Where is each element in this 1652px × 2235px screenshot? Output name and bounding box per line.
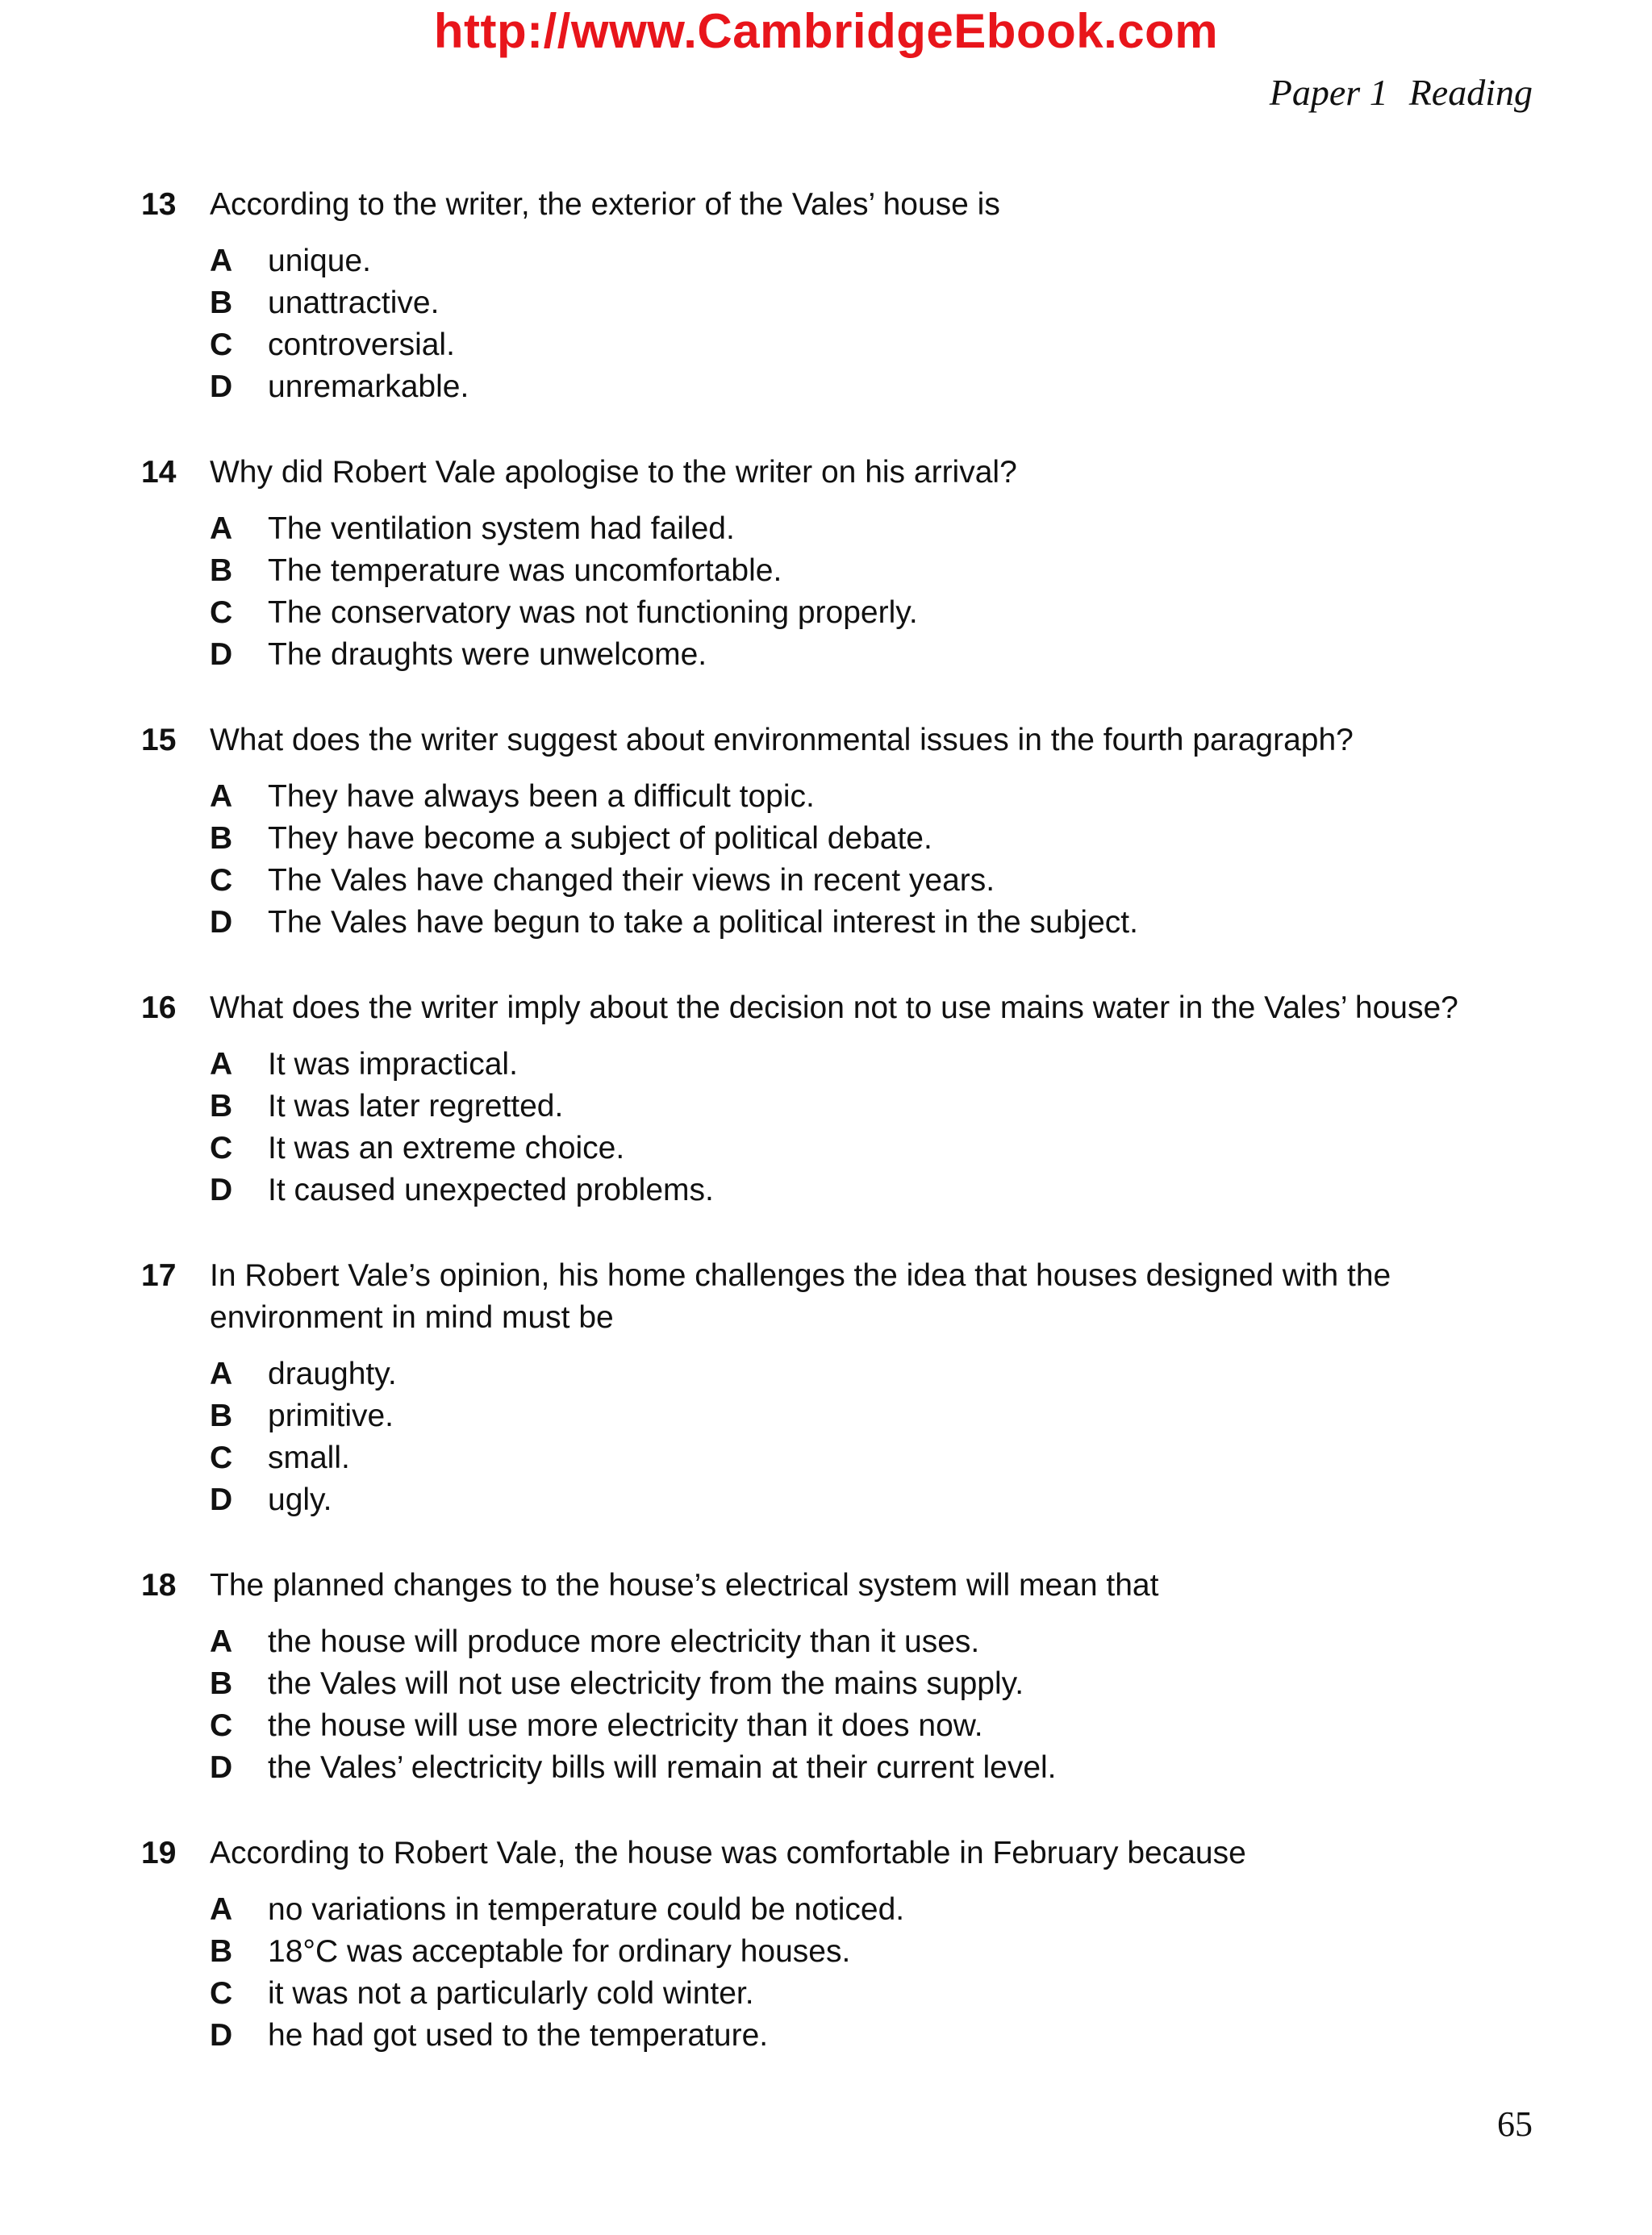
- question-15: [141, 719, 1512, 944]
- option-letter: D: [210, 905, 233, 940]
- answer-option-d: [210, 902, 1512, 944]
- option-letter: B: [210, 1666, 233, 1701]
- answer-option-c: [210, 1128, 1512, 1170]
- option-letter: A: [210, 1047, 233, 1082]
- question-number: 19: [141, 1836, 177, 1870]
- option-letter: A: [210, 1892, 233, 1927]
- answer-option-b: [210, 282, 1512, 324]
- answer-options: [210, 1353, 1512, 1521]
- option-text: 18°C was acceptable for ordinary houses.: [268, 1934, 851, 1969]
- page-number: 65: [1497, 2104, 1533, 2144]
- option-letter: B: [210, 1399, 233, 1433]
- option-letter: A: [210, 244, 233, 278]
- option-text: the house will produce more electricity than it uses.: [268, 1624, 980, 1659]
- question-text: What does the writer imply about the decision not to use mains water in the Vales’ house?: [210, 990, 1458, 1025]
- question-number: 16: [141, 990, 177, 1025]
- option-letter: D: [210, 1482, 233, 1517]
- option-text: It was an extreme choice.: [268, 1131, 625, 1165]
- question-stem: [141, 452, 1512, 494]
- option-text: They have become a subject of political debate.: [268, 821, 932, 856]
- website-url-banner: http://www.CambridgeEbook.com: [433, 4, 1219, 58]
- answer-option-b: [210, 1395, 1512, 1437]
- option-letter: D: [210, 369, 233, 404]
- option-text: unremarkable.: [268, 369, 469, 404]
- option-letter: B: [210, 1934, 233, 1969]
- answer-option-d: [210, 366, 1512, 408]
- option-letter: C: [210, 1131, 233, 1165]
- answer-option-d: [210, 634, 1512, 676]
- question-number: 14: [141, 455, 177, 490]
- answer-option-d: [210, 1747, 1512, 1789]
- option-letter: C: [210, 1976, 233, 2011]
- question-stem: [141, 1255, 1512, 1339]
- option-letter: C: [210, 327, 233, 362]
- option-text: it was not a particularly cold winter.: [268, 1976, 754, 2011]
- answer-option-d: [210, 2015, 1512, 2057]
- option-text: ugly.: [268, 1482, 332, 1517]
- option-text: primitive.: [268, 1399, 394, 1433]
- question-stem: [141, 1833, 1512, 1874]
- option-letter: B: [210, 553, 233, 588]
- option-letter: B: [210, 821, 233, 856]
- option-letter: B: [210, 1089, 233, 1124]
- paper-label: Paper 1: [1269, 72, 1388, 113]
- answer-option-a: [210, 1044, 1512, 1086]
- option-letter: D: [210, 2018, 233, 2053]
- question-number: 18: [141, 1568, 177, 1603]
- answer-option-a: [210, 1621, 1512, 1663]
- option-letter: A: [210, 1624, 233, 1659]
- question-number: 15: [141, 723, 177, 757]
- option-letter: C: [210, 1441, 233, 1475]
- question-stem: [141, 1565, 1512, 1607]
- answer-option-c: [210, 592, 1512, 634]
- answer-options: [210, 240, 1512, 408]
- question-18: [141, 1565, 1512, 1789]
- option-text: no variations in temperature could be noticed.: [268, 1892, 905, 1927]
- question-text: According to Robert Vale, the house was comfortable in February because: [210, 1836, 1246, 1870]
- answer-option-b: [210, 1086, 1512, 1128]
- option-text: The Vales have changed their views in recent years.: [268, 863, 995, 898]
- question-text: The planned changes to the house’s electrical system will mean that: [210, 1568, 1159, 1603]
- answer-option-a: [210, 508, 1512, 550]
- answer-option-b: [210, 818, 1512, 860]
- question-list: [141, 184, 1512, 2100]
- answer-options: [210, 1044, 1512, 1211]
- option-letter: D: [210, 1173, 233, 1207]
- question-17: [141, 1255, 1512, 1521]
- answer-option-a: [210, 240, 1512, 282]
- question-number: 13: [141, 187, 177, 222]
- answer-option-c: [210, 1973, 1512, 2015]
- option-text: unattractive.: [268, 286, 440, 320]
- option-text: unique.: [268, 244, 371, 278]
- option-text: It was impractical.: [268, 1047, 518, 1082]
- answer-option-c: [210, 1437, 1512, 1479]
- question-stem: [141, 987, 1512, 1029]
- option-text: he had got used to the temperature.: [268, 2018, 769, 2053]
- option-text: controversial.: [268, 327, 455, 362]
- question-text: What does the writer suggest about environmental issues in the fourth paragraph?: [210, 723, 1354, 757]
- option-letter: C: [210, 595, 233, 630]
- option-letter: B: [210, 286, 233, 320]
- question-13: [141, 184, 1512, 408]
- question-text: According to the writer, the exterior of the Vales’ house is: [210, 187, 1000, 222]
- answer-option-c: [210, 324, 1512, 366]
- option-text: The Vales have begun to take a political interest in the subject.: [268, 905, 1138, 940]
- answer-option-c: [210, 860, 1512, 902]
- option-text: They have always been a difficult topic.: [268, 779, 815, 814]
- option-text: It caused unexpected problems.: [268, 1173, 714, 1207]
- question-stem: [141, 184, 1512, 226]
- option-text: the Vales will not use electricity from the mains supply.: [268, 1666, 1024, 1701]
- option-text: the Vales’ electricity bills will remain at their current level.: [268, 1750, 1057, 1785]
- option-text: draughty.: [268, 1357, 397, 1391]
- answer-option-d: [210, 1479, 1512, 1521]
- question-14: [141, 452, 1512, 676]
- question-text: Why did Robert Vale apologise to the writer on his arrival?: [210, 455, 1017, 490]
- option-letter: D: [210, 637, 233, 672]
- option-text: It was later regretted.: [268, 1089, 564, 1124]
- option-text: The ventilation system had failed.: [268, 511, 735, 546]
- question-16: [141, 987, 1512, 1211]
- answer-options: [210, 776, 1512, 944]
- answer-option-c: [210, 1705, 1512, 1747]
- option-letter: C: [210, 863, 233, 898]
- answer-option-a: [210, 1889, 1512, 1931]
- option-text: The draughts were unwelcome.: [268, 637, 707, 672]
- answer-option-b: [210, 1663, 1512, 1705]
- answer-options: [210, 1621, 1512, 1789]
- option-letter: A: [210, 1357, 233, 1391]
- option-text: The conservatory was not functioning properly.: [268, 595, 918, 630]
- answer-option-a: [210, 1353, 1512, 1395]
- option-letter: D: [210, 1750, 233, 1785]
- answer-option-b: [210, 1931, 1512, 1973]
- option-text: small.: [268, 1441, 350, 1475]
- answer-options: [210, 1889, 1512, 2057]
- option-letter: C: [210, 1708, 233, 1743]
- option-letter: A: [210, 511, 233, 546]
- question-text: In Robert Vale’s opinion, his home challenges the idea that houses designed with the environment in mind must be: [210, 1258, 1391, 1335]
- answer-options: [210, 508, 1512, 676]
- section-label: Reading: [1408, 72, 1533, 113]
- question-number: 17: [141, 1258, 177, 1293]
- answer-option-b: [210, 550, 1512, 592]
- option-letter: A: [210, 779, 233, 814]
- option-text: the house will use more electricity than it does now.: [268, 1708, 983, 1743]
- answer-option-a: [210, 776, 1512, 818]
- running-head: [1270, 71, 1533, 114]
- option-text: The temperature was uncomfortable.: [268, 553, 782, 588]
- question-stem: [141, 719, 1512, 761]
- answer-option-d: [210, 1170, 1512, 1211]
- question-19: [141, 1833, 1512, 2057]
